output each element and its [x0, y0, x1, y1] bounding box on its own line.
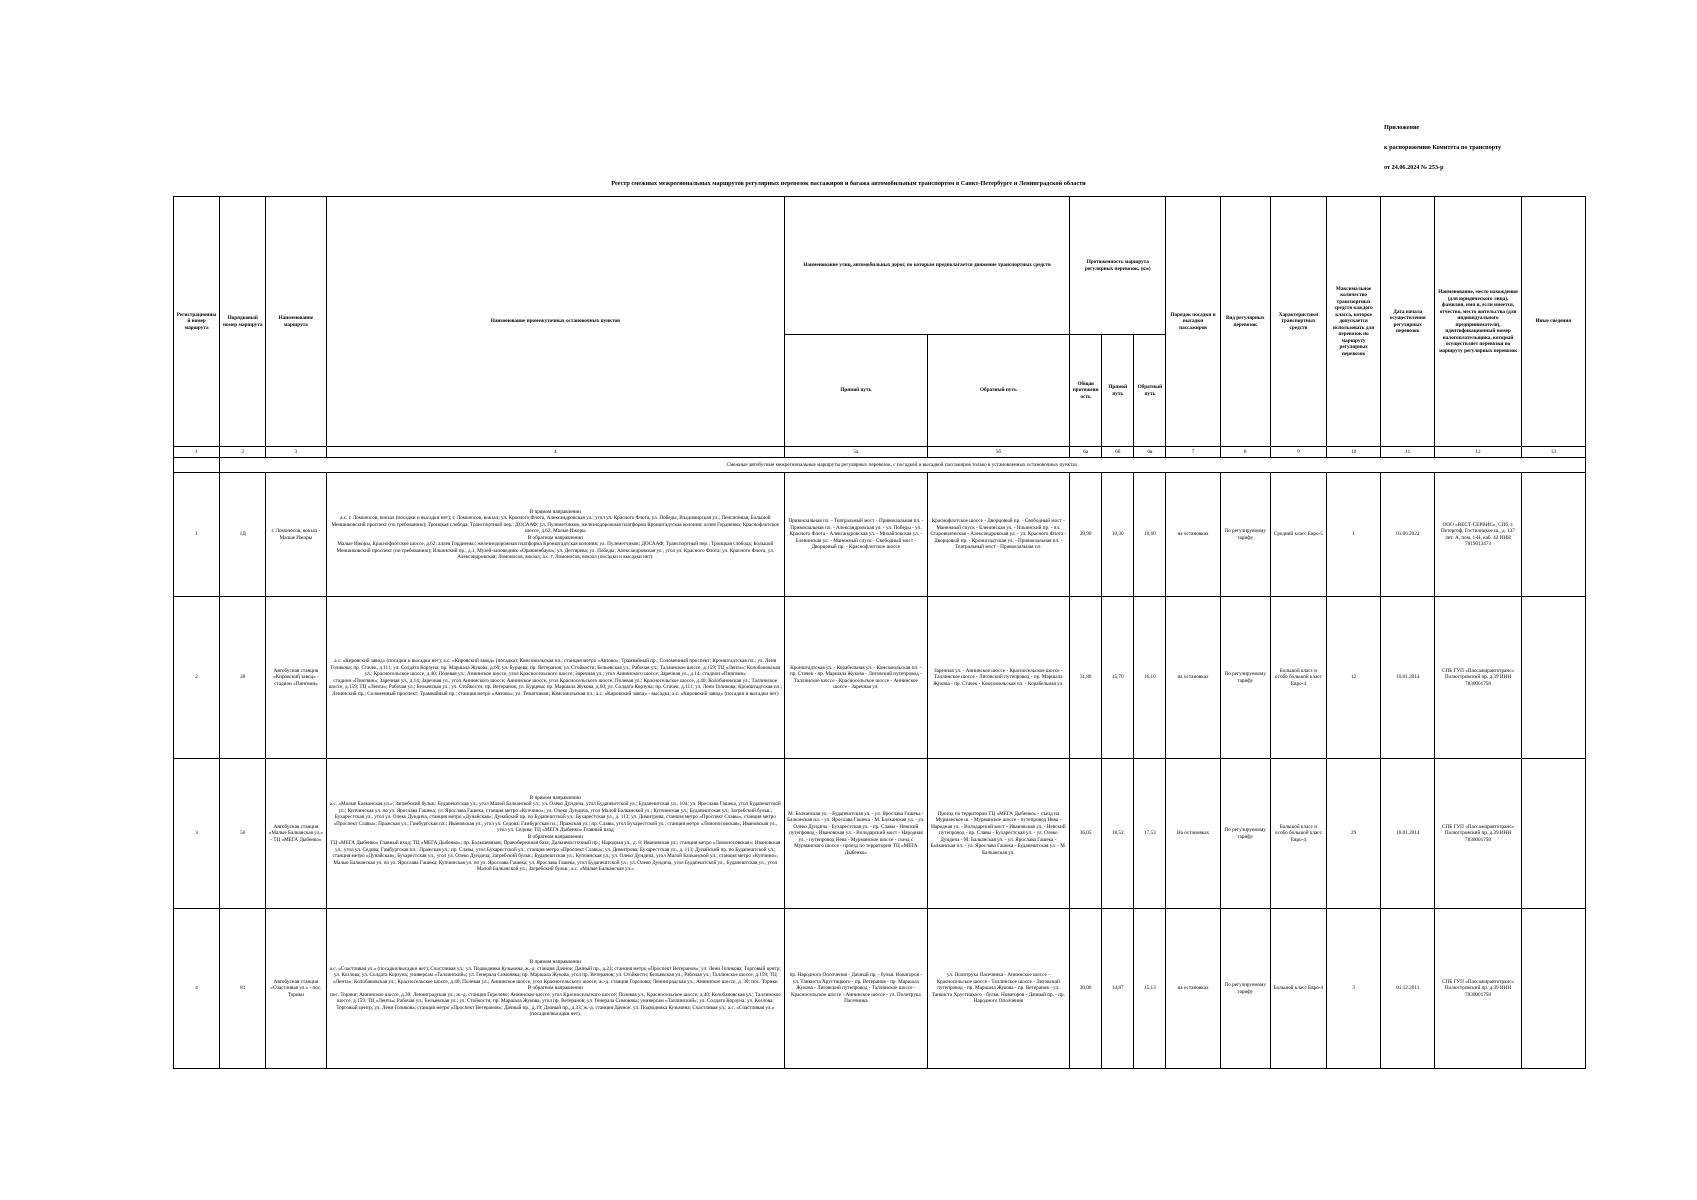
- cell-vehicle-specs: Большой класс и особо большой класс Евро-4: [1270, 597, 1326, 759]
- col-reg-number: Регистрационный номер маршрута: [174, 197, 220, 447]
- cell-boarding-order: на остановках: [1166, 597, 1220, 759]
- cell-order-number: 81: [220, 909, 266, 1069]
- cell-reg-number: 2: [174, 597, 220, 759]
- cell-total-length: 30,00: [1070, 909, 1102, 1069]
- col-forward-length: Прямой путь: [1102, 335, 1134, 447]
- cell-other-info: [1521, 597, 1585, 759]
- col-forward-path: Прямой путь: [785, 335, 927, 447]
- cell-transport-kind: По регулируемому тарифу: [1220, 759, 1270, 909]
- stops-line: В прямом направлении: [529, 959, 581, 966]
- col-return-path: Обратный путь: [927, 335, 1070, 447]
- section-blank-cell: [174, 458, 220, 473]
- column-number: 1: [174, 447, 220, 458]
- cell-return-path: Краснофлотское шоссе - Дворцовый пр. - Свободный мост - Манежный спуск - Еленинская ул. - Ильинский пр. - пл. Старовиленская - Александровская ул. - ул. Красного Флота - Дворцовый пр. - Кронштадтская ул. - Привокзальная пл. - Театральный мост - Привокзальная пл.: [927, 473, 1070, 597]
- cell-return-path: Заречная ул. - Аннинское шоссе - Красносельское шоссе - Таллинское шоссе - Лиговский путепровод - пр. Маршала Жукова - пр. Стачек - Комсомольская пл. - Корабельная ул.: [927, 597, 1070, 759]
- cell-return-length: 17,53: [1134, 759, 1166, 909]
- cell-order-number: 1Д: [220, 473, 266, 597]
- col-streets: Наименование улиц, автомобильных дорог, по которым предполагается движение транспортных средств: [785, 197, 1070, 335]
- cell-vehicle-specs: Большой класс Евро-4: [1270, 909, 1326, 1069]
- route-row: [174, 597, 1586, 759]
- cell-carrier: СПБ ГУП «Пассажиравтотранс» Полюстровский пр. д.39 ИНН 7830001758: [1435, 759, 1521, 909]
- cell-return-path: ул. Политрука Пасечника - Аннинское шоссе - Красносельское шоссе - Таллинское шоссе - Лиговский путепровод - пр. Маршала Жукова - пр. Ветеранов - ул. Танкиста Хрустицкого - бульв. Новаторов - Дачный пр. - пр. Народного Ополчения: [927, 909, 1070, 1069]
- col-other: Иные сведения: [1521, 197, 1585, 447]
- col-return-length: Обратный путь: [1134, 335, 1166, 447]
- cell-other-info: [1521, 473, 1585, 597]
- cell-forward-length: 10,30: [1102, 473, 1134, 597]
- stops-line: В прямом направлении: [529, 508, 581, 515]
- cell-transport-kind: По регулируемому тарифу: [1220, 473, 1270, 597]
- cell-max-vehicles: 29: [1327, 759, 1381, 909]
- column-number: 7: [1166, 447, 1220, 458]
- col-start-date: Дата начала осуществления регулярных перевозок: [1381, 197, 1435, 447]
- stops-line: а.с. «Кировский завод» (посадки и высадки нет); а.с. «Кировский завод» (посадка); Комсомольская пл.; станция метро «Автово»; Трамвайный пр.; Соломенный проспект; Кронштадтская пл.; ул. Лени Голикова; пр. Стачек, д.111; ул. Солдата Корзуна; пр. Маршала Жукова, д.60; ул. Бурцева; пр. Ветеранов; ул. Стойкости; Бельевская ул.; Рабочая ул.; Таллинское шоссе, д.159; ТЦ «Лента»; Колобановская ул.; Красносельское шоссе, д.40; Полевая ул.; Аннинское шоссе, угол Красносельского шоссе; Заречная ул.; угол Аннинского шоссе; Заречная ул., д.14; стадион «Пингвин»: [330, 658, 780, 677]
- document-title: Реестр смежных межрегиональных маршрутов регулярных перевозок пассажиров и багажа автомобильным транспортом в Санкт-Петербурге и Ленинградской области: [611, 180, 1086, 187]
- cell-max-vehicles: 12: [1327, 597, 1381, 759]
- cell-carrier: ООО «ВЕСТ-СЕРВИС», СПб, г. Петергоф, Гостилицкое ш., д. 137 лит. А, пом. 1-Н, каб. 42 ИНН 7819013473: [1435, 473, 1521, 597]
- route-registry-table: [173, 196, 1586, 1069]
- cell-vehicle-specs: Большой класс и особо большой класс Евро-4: [1270, 759, 1326, 909]
- column-number: 5а: [785, 447, 927, 458]
- column-number: 6а: [1070, 447, 1102, 458]
- cell-total-length: 31,80: [1070, 597, 1102, 759]
- cell-reg-number: 4: [174, 909, 220, 1069]
- column-number: 2: [220, 447, 266, 458]
- col-max-vehicles: Максимальное количество транспортных средств каждого класса, которое допускается использовать для перевозок по маршруту регулярных перевозок: [1327, 197, 1381, 447]
- stops-line: Малые Ижоры, Краснофлотское шоссе, д.62; аллея Гордиенко; железнодорожная платформа Кронштадтская колония; ул. Пулеметчиков; ДОСААФ; Транспортный пер.; Троицкая слобода; Большой Меншиковский проспект (по требованию); Ильинский пр., д.1, Музей-заповедник «Ораниенбаум»; ул. Дегтярева; ул. Победы; Александровская ул., угол ул. Красного Флота; ул. Красного Флота, ул. Александровская; Ломоносов, вокзал; а.с. г. Ломоносов, вокзал (посадки и высадки нет).: [336, 541, 775, 560]
- cell-carrier: СПБ ГУП «Пассажиравтотранс» Полюстровский пр. д.39 ИНН 7830001758: [1435, 909, 1521, 1069]
- header-row-top: [174, 197, 1586, 335]
- column-number: 8: [1220, 447, 1270, 458]
- column-number: 12: [1435, 447, 1521, 458]
- col-vehicle-specs: Характеристики транспортных средств: [1270, 197, 1326, 447]
- column-number: 6в: [1134, 447, 1166, 458]
- column-number: 4: [326, 447, 785, 458]
- cell-boarding-order: на остановках: [1166, 909, 1220, 1069]
- route-row: [174, 909, 1586, 1069]
- cell-route-name: г. Ломоносов, вокзал - Малые Ижоры: [266, 473, 326, 597]
- cell-return-path: Проезд по территории ТЦ «МЕГА Дыбенко» - съезд на Мурманское ш. - Мурманское шоссе - путепровод Нева - Народная ул. - Володарский мост - Ивановская ул. - Невский путепровод - пр. Славы - Бухарестская ул. - ул. Олеко Дундича - М. Балканская ул. - ул. Ярослава Гашека - Балканская пл. - ул. Ярослава Гашека - Будапештская ул. - М. Балканская ул.: [927, 759, 1070, 909]
- cell-forward-path: Кронштадтская ул. - Корабельная ул. - Комсомольская пл. - пр. Стачек - пр. Маршала Жукова - Лиговский путепровод - Таллинское шоссе - Красносельское шоссе - Аннинское шоссе - Заречная ул.: [785, 597, 927, 759]
- cell-return-length: 15,13: [1134, 909, 1166, 1069]
- decree-reference: к распоряжению Комитета по транспорту: [1384, 144, 1502, 151]
- cell-forward-length: 18,52: [1102, 759, 1134, 909]
- cell-stops: [326, 473, 785, 597]
- column-number: 6б: [1102, 447, 1134, 458]
- col-boarding-order: Порядок посадки и высадки пассажиров: [1166, 197, 1220, 447]
- cell-other-info: [1521, 759, 1585, 909]
- cell-max-vehicles: 1: [1327, 473, 1381, 597]
- cell-return-length: 10,60: [1134, 473, 1166, 597]
- stops-line: В обратном направлении: [527, 985, 583, 992]
- cell-return-length: 16,10: [1134, 597, 1166, 759]
- cell-route-name: Автобусная станция «Счастливая ул.» - пос. Торики: [266, 909, 326, 1069]
- cell-vehicle-specs: Средний класс Евро-5: [1270, 473, 1326, 597]
- stops-line: а.с. «Счастливая ул.» (посадки/высадки нет); Счастливая ул.; ул. Подводника Кузьмина, ж.-д. станция Дачное; Дачный пр., д.23; станция метро «Проспект Ветеранов»; ул. Лени Голикова; Торговый центр; ул. Козлова; ул. Солдата Корзуна; универсам «Таллинский»; ул. Генерала Симоняка; пр. Маршала Жукова, угол пр. Ветеранов; ул. Стойкости; Бельевская ул.; Рабочая ул.; Таллинское шоссе, д.159; ТЦ «Лента»; Колобановская ул.; Красносельское шоссе, д.40; Полевая ул.; Аннинское шоссе, угол Красносельского шоссе; ж.-д. станция Горелово; Ленинградская ул.; Аннинское шоссе, д. 30; пос. Торики: [329, 965, 781, 985]
- column-number: 5б: [927, 447, 1070, 458]
- cell-forward-path: Привокзальная пл. - Театральный мост - Привокзальная пл. - Привокзальная пл. - Александровская ул. - ул. Победы - ул. Красного Флота - Александровская ул. - Михайловская ул. - Еленинская ул. - Манежный спуск - Свободный мост - Дворцовый пр. - Краснофлотское шоссе: [785, 473, 927, 597]
- column-number: 10: [1327, 447, 1381, 458]
- stops-line: ТЦ «МЕГА Дыбенко» Главный вход; ТЦ «МЕГА Дыбенко»; пр. Большевиков; Правобережная база; Дальневосточный пр.; Народная ул., д. 8; Ивановская ул.; станция метро «Ломоносовская»; Ивановская ул., угол ул. Седова; Гамбургская пл.; Пражская ул.; пр. Славы, угол Бухарестской ул.; станция метро «Проспект Славы»; ул. Димитрова; Бухарестская ул., д. 113; Дунайский пр. по Будапештской ул.; станция метро «Дунайская»; Бухарестская ул., угол ул. Олеко Дундича; Загребский бульв.; Будапештская ул.; Купчинская ул.; ул. Олеко Дундича, угол Малой Балканской ул.; станция метро «Купчино»; Малые Балканская ул. по ул. Ярослава Гашека; Купчинская ул. по ул. Ярослава Гашека; ул. Ярослава Гашека, угол Будапештской ул.; ул. Олеко Дундича, угол Будапештской ул.; Будапештская ул., угол Малой Балканской ул.; Загребский бульв.; а.с. «Малые Балканская ул.»: [330, 840, 781, 872]
- section-title: Смежные автобусные межрегиональные маршруты регулярных перевозок, с посадкой и высадкой пассажиров только в установленных остановочных пунктах.: [220, 458, 1586, 473]
- column-number: 9: [1270, 447, 1326, 458]
- col-carrier: Наименование, место нахождения (для юридического лица), фамилия, имя и, если имеется, отчество, место жительства (для индивидуального предпринимателя), идентификационный номер налогоплательщика, который осуществляет перевозки по маршруту регулярных перевозок: [1435, 197, 1521, 447]
- col-stops: Наименование промежуточных остановочных пунктов: [326, 197, 785, 447]
- stops-line: В обратном направлении: [527, 534, 583, 541]
- column-number-row: [174, 447, 1586, 458]
- stops-line: стадион «Пингвин»; Заречная ул., д.14; Заречная ул., угол Аннинского шоссе; Аннинское шоссе, угол Красносельского шоссе; Полевая ул.; Красносельское шоссе, д.40; Колобановская ул.; Таллинское шоссе, д.159; ТЦ «Лента»; Рабочая ул.; Бельевская ул.; ул. Стойкости; пр. Ветеранов; ул. Бурцева; пр. Маршала Жукова, д.60; ул. Солдата Корзуна; пр. Стачек, д.111; ул. Лени Голикова; Кронштадтская пл.; Ленинский пр.; Соломенный проспект; Трамвайный пр.; станция метро «Автово»; ул. Тематчиков; Комсомольская пл.; а.с. «Кировский завод» - высадка; а.с. «Кировский завод» (посадки и высадки нет): [328, 677, 782, 697]
- cell-stops: [326, 759, 785, 909]
- column-number: 11: [1381, 447, 1435, 458]
- cell-reg-number: 1: [174, 473, 220, 597]
- cell-start-date: 10.01.2014: [1381, 597, 1435, 759]
- cell-boarding-order: На остановках: [1166, 759, 1220, 909]
- column-number: 3: [266, 447, 326, 458]
- cell-forward-length: 14,87: [1102, 909, 1134, 1069]
- route-row: [174, 473, 1586, 597]
- route-row: [174, 759, 1586, 909]
- col-route-name: Наименование маршрута: [266, 197, 326, 447]
- cell-transport-kind: По регулируемому тарифу: [1220, 597, 1270, 759]
- stops-line: а.с. г. Ломоносов, вокзал (посадки и высадки нет); г. Ломоносов, вокзал; ул. Красного Флота, Александровская ул.; угол ул. Красного Флота, ул. Победы, Владимирская ул.; Пенсионная, Большой Меншиковский проспект (по требованию); Троицкая слобода, Транспортный пер.; ДОСААФ; ул. Пулеметчиков, железнодорожная платформа Кронштадтская колония; аллея Гордиенко; Краснофлотское шоссе, д.62, Малые Ижоры: [331, 515, 780, 534]
- cell-forward-path: пр. Народного Ополчения - Дачный пр. - бульв. Новаторов - ул. Танкиста Хрустицкого - пр. Ветеранов - пр. Маршала Жукова - Лиговский путепровод - Таллинское шоссе - Красносельское шоссе - Аннинское шоссе - ул. Политрука Пасечника: [785, 909, 927, 1069]
- cell-route-name: Автобусная станция «Кировский завод» - стадион «Пингвин»: [266, 597, 326, 759]
- cell-transport-kind: По регулируемому тарифу: [1220, 909, 1270, 1069]
- cell-reg-number: 3: [174, 759, 220, 909]
- cell-total-length: 36,05: [1070, 759, 1102, 909]
- decree-date: от 24.06.2024 № 253-р: [1384, 164, 1444, 171]
- col-total-length: Общая протяженность: [1070, 335, 1102, 447]
- cell-other-info: [1521, 909, 1585, 1069]
- column-number: 13: [1521, 447, 1585, 458]
- appendix-label: Приложение: [1384, 124, 1420, 131]
- cell-start-date: 10.01.2014: [1381, 759, 1435, 909]
- stops-line: пос. Торики; Аннинское шоссе, д.30; Ленинградская ул.; ж.-д. станция Горелово; Аннинское шоссе, угол Красносельского шоссе; Полевая ул.; Красносельское шоссе, д.40; Колобановская ул.; Таллинское шоссе, д.159; ТЦ «Лента»; Рабочая ул.; Бельевская ул.; ул. Стойкости; пр. Маршала Жукова, угол пр. Ветеранов; ул. Генерала Симоняка; универсам «Таллинский»; ул. Солдата Корзуна; ул. Козлова; Торговый центр; ул. Лени Голикова; станция метро «Проспект Ветеранов»; Дачный пр., д.19; Дачный пр., д.33; ж.-д. станция Дачное; ул. Подводника Кузьмина; Счастливая ул.; а.с. «Счастливая ул.» (посадки/высадки нет).: [329, 991, 781, 1018]
- stops-line: В обратном направлении: [527, 833, 583, 840]
- cell-route-name: Автобусная станция «Малые Балканская ул.» - ТЦ «МЕГА Дыбенко»: [266, 759, 326, 909]
- cell-boarding-order: на остановках: [1166, 473, 1220, 597]
- cell-order-number: 28: [220, 597, 266, 759]
- cell-stops: [326, 909, 785, 1069]
- cell-carrier: СПБ ГУП «Пассажиравтотранс» Полюстровский пр. д.39 ИНН 7830001758: [1435, 597, 1521, 759]
- col-transport-kind: Вид регулярных перевозок: [1220, 197, 1270, 447]
- cell-start-date: 01.12.2011: [1381, 909, 1435, 1069]
- cell-total-length: 20,90: [1070, 473, 1102, 597]
- cell-stops: [326, 597, 785, 759]
- cell-order-number: 56: [220, 759, 266, 909]
- stops-line: В прямом направлении: [529, 794, 581, 801]
- col-order-number: Порядковый номер маршрута: [220, 197, 266, 447]
- cell-forward-length: 15,70: [1102, 597, 1134, 759]
- section-row: [174, 458, 1586, 473]
- stops-line: а.с. «Малые Балканская ул.»; Загребский бульв.; Будапештская ул.; угол Малой Балканской ул.; ул. Олеко Дундича, угол Будапештской ул.; Будапештская ул., 104; ул. Ярослава Гашека, угол Будапештской ул.; Купчинская ул. по ул. Ярослава Гашека; ул. Ярослава Гашека, станция метро «Купчино»; ул. Олеко Дундича, угол Малой Балканской ул.; Купчинская ул.; Будапештская ул.; Загребский бульв.; Бухарестская ул., угол ул. Олеко Дундича, станция метро «Дунайская»; Дунайский пр. по Будапештской ул.; Бухарестская ул., д. 113; ул. Димитрова; станция метро «Проспект Славы», станция метро «Проспект Славы»; Пражская ул.; Гамбургская пл.; Ивановская ул., угол ул. Седова; Гамбургская пл.; Пражская ул.; пр. Славы, угол Бухарестской ул.; станция метро «Ломоносовская»; Ивановская ул., угол ул. Седова; ТЦ «МЕГА Дыбенко» Главный вход: [329, 801, 781, 833]
- cell-forward-path: М. Балканская ул. - Будапештская ул. - ул. Ярослава Гашека - Балканская пл. - ул. Ярослава Гашека - М. Балканская ул. - ул. Олеко Дундича - Бухарестская ул. - пр. Славы - Невский путепровод - Ивановская ул. - Володарский мост - Народная ул. - путепровод Нева - Мурманское шоссе - съезд с Мурманского шоссе - проезд по территории ТЦ «МЕГА Дыбенко»: [785, 759, 927, 909]
- col-length: Протяженность маршрута регулярных перевозок, (км): [1070, 197, 1166, 335]
- cell-max-vehicles: 3: [1327, 909, 1381, 1069]
- cell-start-date: 01.06.2022: [1381, 473, 1435, 597]
